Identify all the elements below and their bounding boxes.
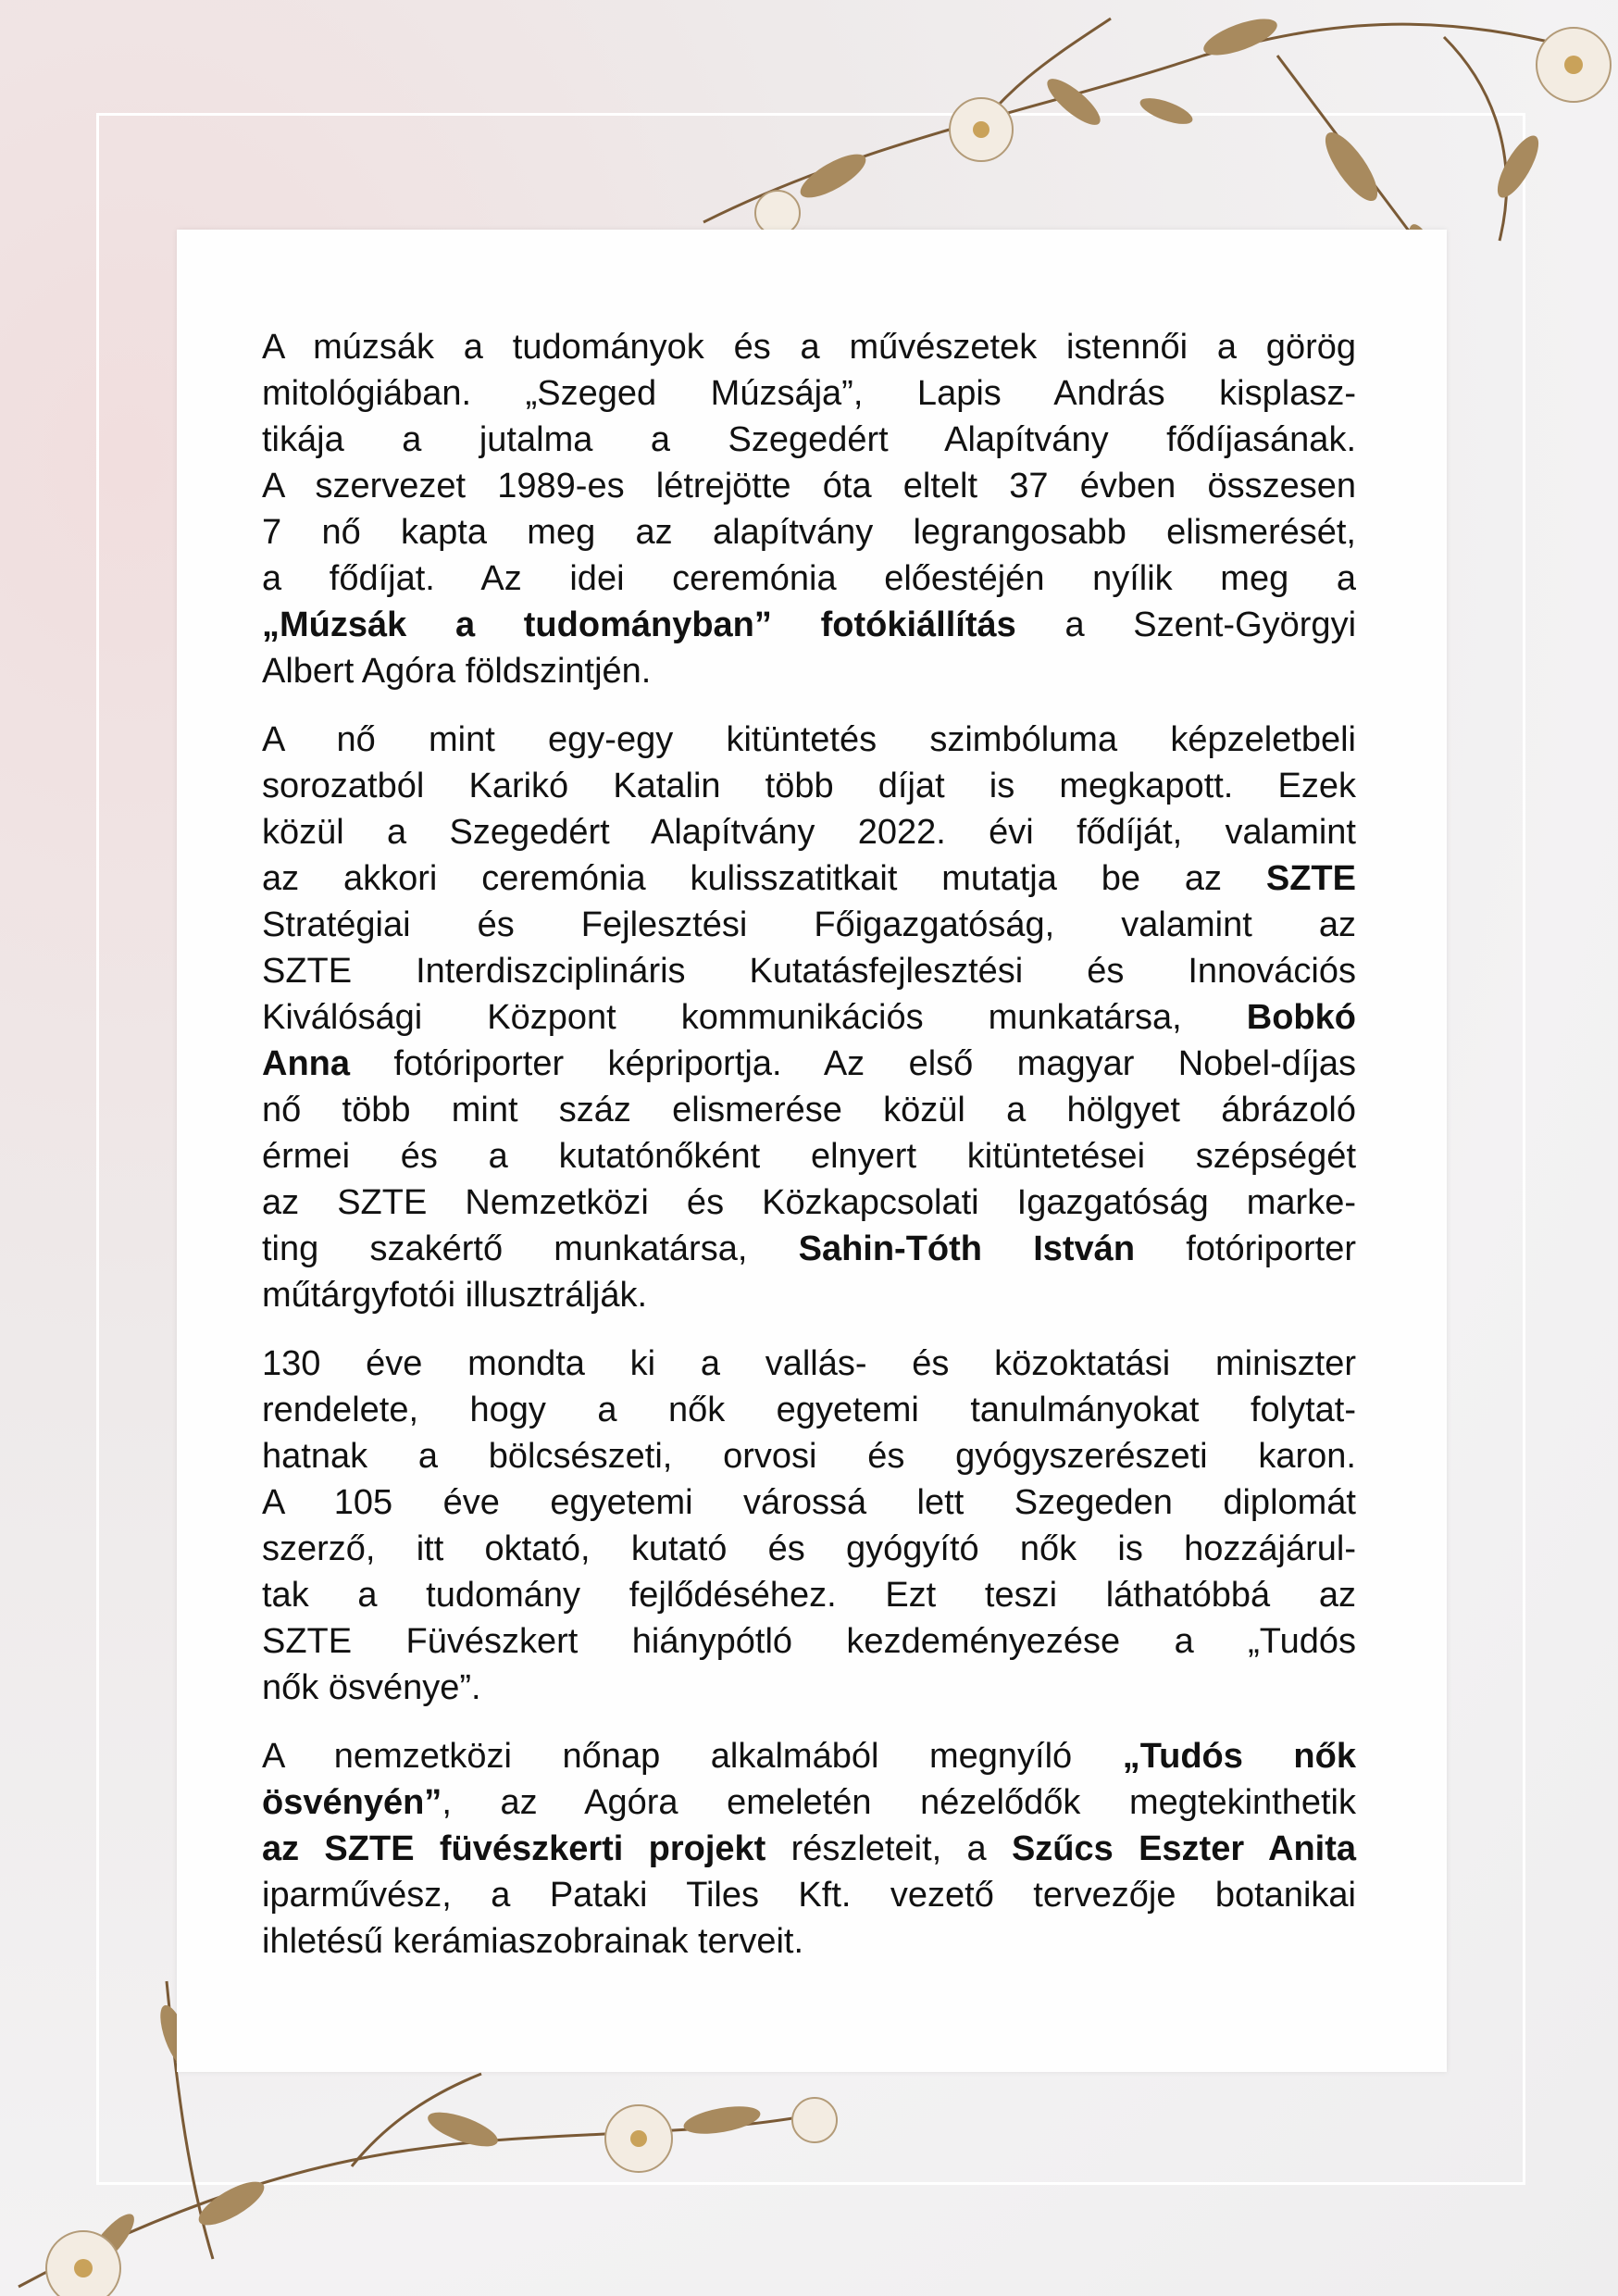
text-line (262, 994, 1356, 1041)
text-line (262, 1872, 1356, 1918)
text-line (262, 324, 1356, 370)
text-segment: műtárgyfotói illusztrálják. (262, 1276, 648, 1315)
text-line (262, 1179, 1356, 1226)
text-line (262, 509, 1356, 555)
text-segment: ting szakértő munkatársa, (262, 1229, 799, 1268)
paragraph (262, 717, 1356, 1318)
text-line (262, 555, 1356, 602)
bold-text: ösvényén” (262, 1783, 442, 1822)
text-segment: az SZTE Nemzetközi és Közkapcsolati Igazgatóság marke- (262, 1183, 1356, 1222)
text-line (262, 1665, 1356, 1711)
text-segment: SZTE Interdiszciplináris Kutatásfejlesztési és Innovációs (262, 952, 1356, 991)
paragraph (262, 1733, 1356, 1965)
text-segment: a fődíjat. Az idei ceremónia előestéjén nyílik meg a (262, 559, 1356, 598)
text-line (262, 463, 1356, 509)
text-segment: Stratégiai és Fejlesztési Főigazgatóság, valamint az (262, 905, 1356, 944)
text-segment: A nemzetközi nőnap alkalmából megnyíló (262, 1737, 1123, 1776)
text-segment: Kiválósági Központ kommunikációs munkatársa, (262, 998, 1247, 1037)
text-segment: 130 éve mondta ki a vallás- és közoktatási miniszter (262, 1344, 1356, 1383)
bold-text: Anna (262, 1044, 350, 1083)
text-line (262, 417, 1356, 463)
text-line (262, 1572, 1356, 1618)
bold-text: az SZTE füvészkerti projekt (262, 1829, 766, 1868)
text-segment: nő több mint száz elismerése közül a hölgyet ábrázoló (262, 1091, 1356, 1129)
text-segment: fotóriporter képriportja. Az első magyar Nobel-díjas (350, 1044, 1356, 1083)
paragraph (262, 324, 1356, 694)
bold-text: Szűcs Eszter Anita (1011, 1829, 1356, 1868)
text-segment: nők ösvénye”. (262, 1668, 481, 1707)
text-segment: érmei és a kutatónőként elnyert kitüntetései szépségét (262, 1137, 1356, 1176)
text-line (262, 1226, 1356, 1272)
text-segment: a Szent-Györgyi (1015, 605, 1357, 644)
text-line (262, 1526, 1356, 1572)
text-segment: közül a Szegedért Alapítvány 2022. évi fődíját, valamint (262, 813, 1356, 852)
bold-text: Sahin-Tóth István (798, 1229, 1136, 1268)
text-line (262, 1618, 1356, 1665)
text-line (262, 1087, 1356, 1133)
text-line (262, 1133, 1356, 1179)
text-segment: iparművész, a Pataki Tiles Kft. vezető tervezője botanikai (262, 1876, 1356, 1915)
text-line (262, 1733, 1356, 1779)
text-line (262, 1041, 1356, 1087)
text-line (262, 1479, 1356, 1526)
text-segment: sorozatból Karikó Katalin több díjat is megkapott. Ezek (262, 767, 1356, 805)
text-line (262, 1387, 1356, 1433)
text-line (262, 809, 1356, 855)
text-line (262, 902, 1356, 948)
text-segment: rendelete, hogy a nők egyetemi tanulmányokat folytat- (262, 1391, 1356, 1429)
text-segment: Albert Agóra földszintjén. (262, 652, 652, 691)
text-line (262, 1779, 1356, 1826)
article-body (262, 324, 1356, 1987)
bold-text: „Tudós nők (1122, 1737, 1356, 1776)
text-segment: ihletésű kerámiaszobrainak terveit. (262, 1922, 804, 1961)
text-line (262, 1433, 1356, 1479)
text-segment: mitológiában. „Szeged Múzsája”, Lapis András kisplasz- (262, 374, 1356, 413)
text-line (262, 648, 1356, 694)
text-line (262, 1272, 1356, 1318)
text-segment: A múzsák a tudományok és a művészetek istennői a görög (262, 328, 1356, 367)
text-line (262, 717, 1356, 763)
text-segment: A 105 éve egyetemi várossá lett Szegeden diplomát (262, 1483, 1356, 1522)
text-line (262, 855, 1356, 902)
text-segment: az akkori ceremónia kulisszatitkait mutatja be az (262, 859, 1266, 898)
bold-text: SZTE (1265, 859, 1356, 898)
paragraph (262, 1341, 1356, 1711)
text-line (262, 763, 1356, 809)
text-segment: szerző, itt oktató, kutató és gyógyító nők is hozzájárul- (262, 1529, 1356, 1568)
text-segment: 7 nő kapta meg az alapítvány legrangosabb elismerését, (262, 513, 1356, 552)
text-segment: A nő mint egy-egy kitüntetés szimbóluma képzeletbeli (262, 720, 1356, 759)
bold-text: Bobkó (1246, 998, 1356, 1037)
text-segment: A szervezet 1989-es létrejötte óta eltelt 37 évben összesen (262, 467, 1356, 505)
text-line (262, 1341, 1356, 1387)
text-segment: részleteit, a (765, 1829, 1012, 1868)
text-segment: , az Agóra emeletén nézelődők megtekinthetik (442, 1783, 1356, 1822)
text-line (262, 1826, 1356, 1872)
text-line (262, 602, 1356, 648)
text-line (262, 1918, 1356, 1965)
text-segment: tikája a jutalma a Szegedért Alapítvány fődíjasának. (262, 420, 1356, 459)
text-segment: SZTE Füvészkert hiánypótló kezdeményezése a „Tudós (262, 1622, 1356, 1661)
text-segment: tak a tudomány fejlődéséhez. Ezt teszi láthatóbbá az (262, 1576, 1356, 1615)
text-segment: fotóriporter (1135, 1229, 1356, 1268)
text-line (262, 370, 1356, 417)
bold-text: „Múzsák a tudományban” fotókiállítás (262, 605, 1016, 644)
text-segment: hatnak a bölcsészeti, orvosi és gyógyszerészeti karon. (262, 1437, 1356, 1476)
text-line (262, 948, 1356, 994)
